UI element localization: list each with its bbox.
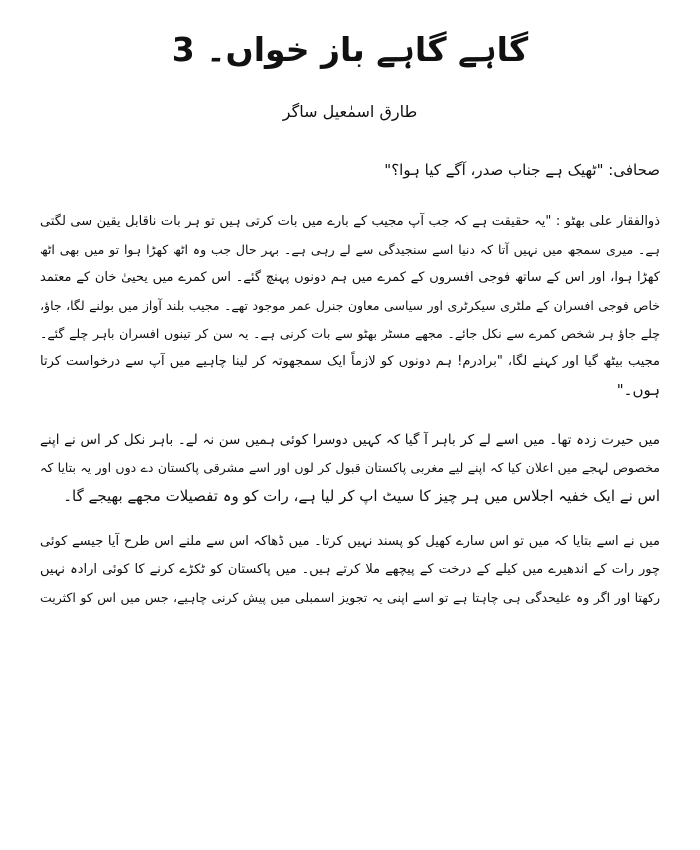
text-line: میں نے اسے بتایا کہ میں تو اس سارے کھیل کو پسند نہیں کرتا۔ میں ڈھاکہ اس سے ملنے اس طرح آیا جیسے کوئی (40, 534, 660, 549)
text-line: خاص فوجی افسران کے ملٹری سیکرٹری اور سیاسی معاون جنرل عمر موجود تھے۔ مجیب بلند آواز میں بولنے لگا، جاؤ، (40, 298, 660, 313)
text-line: چلے جاؤ ہر شخص کمرے سے نکل جائے۔ مجھے مسٹر بھٹو سے بات کرنی ہے۔ یہ سن کر تینوں افسران باہر چلے گئے۔ (40, 326, 660, 341)
text-line: اس نے ایک خفیہ اجلاس میں ہر چیز کا سیٹ اپ کر لیا ہے، رات کو وہ تفصیلات مجھے بھیجے گا۔ (63, 487, 660, 505)
author-name: طارق اسمٰعیل ساگر (282, 102, 418, 121)
paragraph-reply (40, 528, 660, 612)
text-line: کھڑا ہوا، اور اس کے ساتھ فوجی افسروں کے کمرے میں ہم دونوں پہنچ گئے۔ اس کمرے میں یحییٰ خان کے معتمد (40, 270, 660, 285)
paragraph-journalist-question (40, 156, 660, 184)
text-line: مجیب بیٹھ گیا اور کہنے لگا، "برادرم! ہم دونوں کو لازماً ایک سمجھوتہ کر لینا چاہیے میں آپ سے درخواست کرتا (40, 354, 660, 369)
text-line: ہے۔ میری سمجھ میں نہیں آتا کہ دنیا اسے سنجیدگی سے لے رہی ہے۔ بہر حال جب وہ اٹھ کھڑا ہوا تو میں بھی اٹھ (40, 242, 660, 257)
text-line: ہوں۔" (616, 381, 660, 399)
text-line: رکھتا اور اگر وہ علیحدگی ہی چاہتا ہے تو اسے اپنی یہ تجویز اسمبلی میں پیش کرنی چاہیے، جس میں اس کو اکثریت (40, 590, 660, 605)
text-line: مخصوص لہجے میں اعلان کیا کہ اپنے لیے مغربی پاکستان قبول کر لوں اور اسے مشرقی پاکستان دے دوں اور یہ بتایا کہ (40, 460, 660, 475)
text-line: میں حیرت زدہ تھا۔ میں اسے لے کر باہر آ گیا کہ کہیں دوسرا کوئی ہمیں سن نہ لے۔ باہر نکل کر اس نے اپنے (40, 432, 660, 448)
text-line: صحافی: "ٹھیک ہے جناب صدر، آگے کیا ہوا؟" (384, 161, 660, 179)
text-line: چور رات کے اندھیرے میں کیلے کے درخت کے پیچھے ملا کرتے ہیں۔ میں پاکستان کو ٹکڑے کرنے کا کوئی ارادہ نہیں (40, 562, 660, 577)
page-title: گاہے گاہے باز خواں۔ 3 (171, 30, 529, 69)
paragraph-bhutto-answer (40, 208, 660, 404)
paragraph-surprise (40, 426, 660, 510)
text-line: ذوالفقار علی بھٹو : "یہ حقیقت ہے کہ جب آپ مجیب کے بارے میں بات کرتی ہیں تو ہر بات ناقابل یقین سی لگتی (40, 214, 660, 229)
